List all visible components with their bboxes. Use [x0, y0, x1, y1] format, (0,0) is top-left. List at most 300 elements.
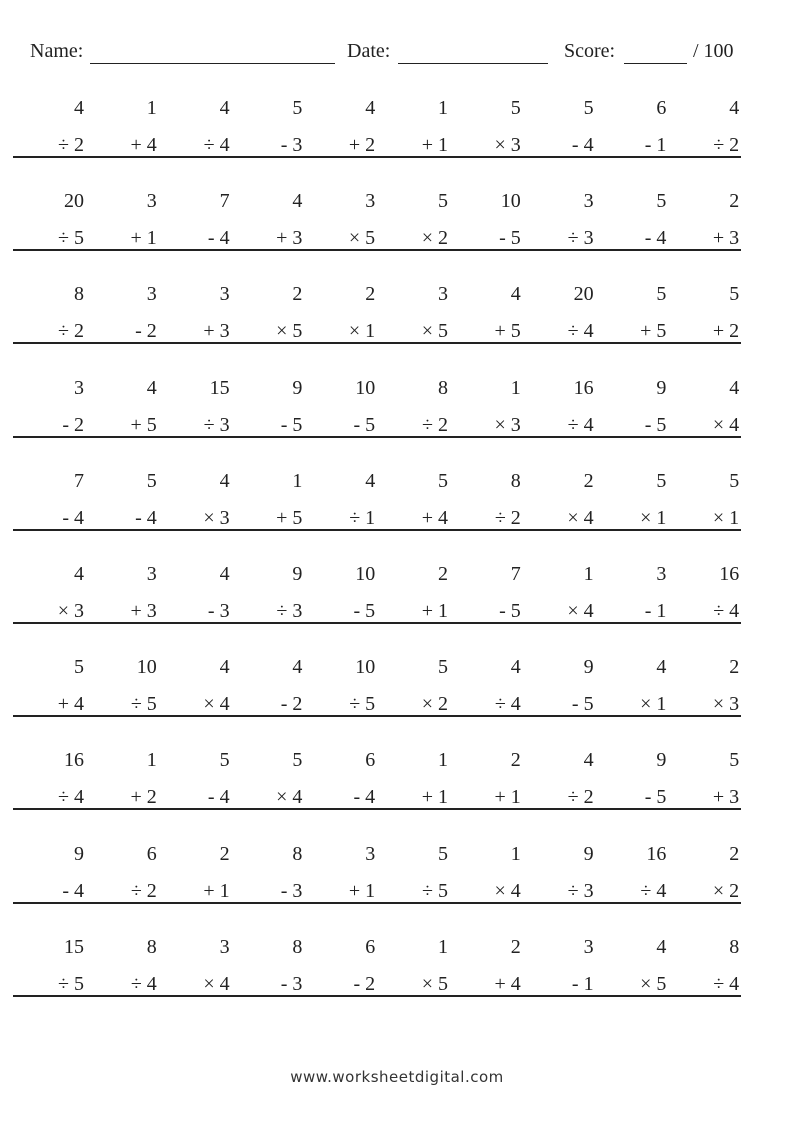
answer-line[interactable]	[231, 715, 304, 717]
problem	[668, 96, 741, 166]
problem-operation: - 4	[644, 227, 667, 250]
problem-top-number: 4	[583, 749, 594, 772]
problem-top-number: 15	[209, 376, 230, 399]
answer-line[interactable]	[231, 436, 304, 438]
footer-website: www.worksheetdigital.com	[290, 1068, 504, 1086]
problem-top-number: 4	[74, 97, 84, 119]
answer-line[interactable]	[13, 622, 86, 624]
problem	[86, 376, 159, 446]
answer-line[interactable]	[13, 902, 86, 904]
problem	[523, 376, 596, 446]
problem-operation: ÷ 2	[567, 786, 594, 809]
answer-line[interactable]	[86, 436, 159, 438]
problem-top-number: 9	[583, 656, 594, 679]
answer-line[interactable]	[523, 342, 596, 344]
problem-top-number: 4	[365, 469, 376, 492]
problem	[668, 562, 741, 632]
problem-operation: × 3	[494, 413, 521, 436]
problem-top-number: 4	[219, 469, 230, 492]
answer-line[interactable]	[595, 529, 668, 531]
problem	[304, 469, 377, 539]
answer-line[interactable]	[668, 436, 741, 438]
problem	[377, 562, 450, 632]
answer-line[interactable]	[668, 622, 741, 624]
answer-line[interactable]	[450, 995, 523, 997]
answer-line[interactable]	[159, 715, 232, 717]
problem	[159, 189, 232, 259]
problem	[13, 282, 86, 352]
problem-top-number: 4	[74, 563, 84, 585]
answer-line[interactable]	[668, 529, 741, 531]
problem-operation: - 5	[571, 693, 594, 716]
problem	[377, 935, 450, 1005]
problem-top-number: 1	[292, 469, 303, 492]
problem-operation: - 5	[280, 413, 303, 436]
problem-operation: - 5	[644, 413, 667, 436]
problem	[523, 748, 596, 818]
problem-top-number: 3	[146, 283, 157, 306]
problem-operation: ÷ 4	[58, 786, 84, 809]
problem	[523, 935, 596, 1005]
problem-operation: ÷ 2	[58, 134, 84, 156]
answer-line[interactable]	[231, 156, 304, 158]
problem-operation: - 5	[499, 600, 521, 622]
problem-top-number: 5	[146, 469, 157, 492]
answer-line[interactable]	[304, 715, 377, 717]
problem	[86, 562, 159, 632]
problem-operation: ÷ 2	[422, 413, 448, 436]
answer-line[interactable]	[668, 995, 741, 997]
answer-line[interactable]	[523, 902, 596, 904]
problem	[668, 376, 741, 446]
problem	[86, 282, 159, 352]
problem	[595, 282, 668, 352]
problem	[523, 655, 596, 725]
problem-top-number: 2	[219, 842, 230, 865]
problem-operation: - 4	[135, 506, 157, 529]
answer-line[interactable]	[377, 156, 450, 158]
answer-line[interactable]	[668, 808, 741, 810]
problem-operation: + 5	[640, 320, 667, 343]
problem-top-number: 10	[355, 563, 376, 585]
answer-line[interactable]	[304, 808, 377, 810]
problem	[86, 96, 159, 166]
answer-line[interactable]	[595, 249, 668, 251]
problem-operation: × 3	[203, 506, 230, 529]
answer-line[interactable]	[304, 436, 377, 438]
problem-operation: ÷ 4	[713, 600, 740, 622]
problem-operation: × 4	[203, 972, 230, 995]
answer-line[interactable]	[86, 808, 159, 810]
problem-operation: ÷ 4	[713, 972, 740, 995]
problem-operation: ÷ 1	[349, 506, 376, 529]
problem-top-number: 5	[656, 283, 667, 306]
problem-operation: ÷ 5	[58, 972, 84, 995]
problem-top-number: 4	[146, 376, 157, 399]
answer-line[interactable]	[450, 436, 523, 438]
problem-operation: + 1	[421, 600, 448, 622]
answer-line[interactable]	[523, 156, 596, 158]
answer-line[interactable]	[86, 529, 159, 531]
answer-line[interactable]	[13, 342, 86, 344]
problem	[668, 282, 741, 352]
problem-top-number: 8	[729, 935, 740, 958]
problem	[231, 469, 304, 539]
answer-line[interactable]	[450, 249, 523, 251]
problem-top-number: 4	[656, 935, 667, 958]
answer-line[interactable]	[13, 156, 86, 158]
problem-top-number: 5	[438, 842, 448, 865]
answer-line[interactable]	[595, 808, 668, 810]
problem	[595, 748, 668, 818]
problem	[231, 189, 304, 259]
problem	[13, 935, 86, 1005]
answer-line[interactable]	[377, 249, 450, 251]
problem-top-number: 5	[74, 656, 84, 679]
answer-line[interactable]	[159, 436, 232, 438]
problem	[13, 469, 86, 539]
answer-line[interactable]	[13, 715, 86, 717]
problem-operation: - 4	[207, 786, 230, 809]
problem	[304, 189, 377, 259]
problem	[595, 96, 668, 166]
answer-line[interactable]	[159, 156, 232, 158]
problem	[159, 748, 232, 818]
problem-operation: - 5	[353, 600, 376, 622]
answer-line[interactable]	[595, 902, 668, 904]
problem-operation: × 3	[494, 134, 521, 156]
problem	[86, 748, 159, 818]
problem-operation: + 5	[130, 413, 157, 436]
problem-top-number: 4	[219, 656, 230, 679]
answer-line[interactable]	[450, 529, 523, 531]
answer-line[interactable]	[13, 808, 86, 810]
problem	[668, 655, 741, 725]
answer-line[interactable]	[159, 902, 232, 904]
problem-top-number: 4	[219, 97, 230, 119]
problem-operation: ÷ 3	[567, 227, 594, 250]
answer-line[interactable]	[304, 902, 377, 904]
problem-top-number: 10	[500, 190, 521, 213]
problem	[450, 748, 523, 818]
name-label: Name:	[30, 40, 84, 62]
answer-line[interactable]	[231, 249, 304, 251]
problem-top-number: 6	[365, 935, 376, 958]
problem	[523, 469, 596, 539]
answer-line[interactable]	[523, 808, 596, 810]
problem-top-number: 3	[365, 190, 376, 213]
problem-operation: + 3	[130, 600, 157, 622]
problem	[304, 282, 377, 352]
problem-operation: + 3	[712, 786, 740, 809]
answer-line[interactable]	[523, 249, 596, 251]
score-total: / 100	[693, 40, 734, 62]
problem-operation: - 1	[571, 972, 594, 995]
problem-top-number: 8	[292, 842, 303, 865]
problem-top-number: 5	[510, 97, 521, 119]
answer-line[interactable]	[159, 622, 232, 624]
answer-line[interactable]	[231, 902, 304, 904]
answer-line[interactable]	[450, 622, 523, 624]
problem	[231, 376, 304, 446]
problem-operation: × 3	[57, 600, 84, 622]
problem-top-number: 9	[656, 376, 667, 399]
answer-line[interactable]	[377, 342, 450, 344]
problem-top-number: 2	[438, 563, 448, 585]
answer-line[interactable]	[668, 342, 741, 344]
problem-top-number: 3	[146, 190, 157, 213]
problem-top-number: 9	[656, 749, 667, 772]
problem	[86, 935, 159, 1005]
answer-line[interactable]	[86, 622, 159, 624]
problem	[86, 469, 159, 539]
problem-top-number: 16	[573, 376, 594, 399]
problem	[668, 842, 741, 912]
answer-line[interactable]	[595, 436, 668, 438]
problem-operation: × 2	[421, 227, 448, 250]
problem-operation: - 3	[280, 134, 303, 156]
problem	[523, 842, 596, 912]
answer-line[interactable]	[159, 529, 232, 531]
answer-line[interactable]	[523, 622, 596, 624]
answer-line[interactable]	[304, 995, 377, 997]
answer-line[interactable]	[450, 902, 523, 904]
problem-operation: × 3	[712, 693, 740, 716]
problem-top-number: 1	[510, 376, 521, 399]
answer-line[interactable]	[304, 249, 377, 251]
problem-top-number: 1	[146, 749, 157, 772]
problem-top-number: 5	[729, 469, 740, 492]
problem-operation: + 4	[494, 972, 521, 995]
answer-line[interactable]	[13, 436, 86, 438]
answer-line[interactable]	[304, 342, 377, 344]
problem	[377, 469, 450, 539]
problem-operation: ÷ 2	[58, 320, 84, 343]
problem-operation: ÷ 4	[640, 879, 667, 902]
problem-top-number: 2	[583, 469, 594, 492]
problem-top-number: 8	[146, 935, 157, 958]
problem-operation: - 4	[353, 786, 376, 809]
answer-line[interactable]	[159, 249, 232, 251]
problem-operation: × 5	[421, 320, 448, 343]
problem	[159, 469, 232, 539]
problem-operation: - 1	[644, 134, 667, 156]
answer-line[interactable]	[231, 342, 304, 344]
problem-operation: + 1	[203, 879, 230, 902]
problem-top-number: 5	[729, 749, 740, 772]
answer-line[interactable]	[377, 902, 450, 904]
problem-top-number: 5	[656, 469, 667, 492]
problem	[231, 562, 304, 632]
problem-top-number: 8	[438, 376, 448, 399]
problem	[231, 842, 304, 912]
problem-operation: + 3	[712, 227, 740, 250]
problem-top-number: 6	[656, 97, 667, 119]
answer-line[interactable]	[304, 529, 377, 531]
problem	[13, 376, 86, 446]
answer-line[interactable]	[86, 902, 159, 904]
answer-line[interactable]	[377, 995, 450, 997]
answer-line[interactable]	[668, 902, 741, 904]
answer-line[interactable]	[523, 715, 596, 717]
answer-line[interactable]	[595, 342, 668, 344]
problem-top-number: 5	[292, 749, 303, 772]
problem	[231, 282, 304, 352]
problem	[595, 935, 668, 1005]
problem-operation: + 1	[130, 227, 157, 250]
answer-line[interactable]	[450, 808, 523, 810]
answer-line[interactable]	[86, 249, 159, 251]
answer-line[interactable]	[595, 995, 668, 997]
problem	[377, 748, 450, 818]
problem	[450, 96, 523, 166]
answer-line[interactable]	[668, 156, 741, 158]
problem-operation: - 2	[62, 413, 84, 436]
problem-top-number: 10	[355, 376, 376, 399]
answer-line[interactable]	[231, 622, 304, 624]
answer-line[interactable]	[668, 249, 741, 251]
answer-line[interactable]	[377, 715, 450, 717]
problem	[377, 842, 450, 912]
problem-operation: ÷ 3	[203, 413, 230, 436]
answer-line[interactable]	[159, 808, 232, 810]
problem	[13, 562, 86, 632]
problem-operation: ÷ 3	[276, 600, 303, 622]
problem-operation: × 2	[712, 879, 740, 902]
problem	[13, 96, 86, 166]
problem-top-number: 1	[438, 935, 448, 958]
answer-line[interactable]	[595, 715, 668, 717]
answer-line[interactable]	[86, 995, 159, 997]
problem-top-number: 3	[219, 935, 230, 958]
answer-line[interactable]	[523, 436, 596, 438]
answer-line[interactable]	[86, 156, 159, 158]
problem-top-number: 3	[583, 190, 594, 213]
problem	[304, 748, 377, 818]
problem-top-number: 3	[438, 283, 448, 306]
problem-operation: + 4	[57, 693, 84, 716]
answer-line[interactable]	[523, 529, 596, 531]
answer-line[interactable]	[159, 342, 232, 344]
answer-line[interactable]	[450, 342, 523, 344]
problem	[13, 189, 86, 259]
problem	[159, 842, 232, 912]
answer-line[interactable]	[86, 715, 159, 717]
problem-operation: × 1	[640, 693, 667, 716]
answer-line[interactable]	[377, 622, 450, 624]
problem	[668, 189, 741, 259]
problem-operation: - 3	[280, 879, 303, 902]
problem-operation: × 5	[421, 972, 448, 995]
problem	[159, 935, 232, 1005]
problem-operation: × 5	[640, 972, 667, 995]
problem-operation: × 4	[712, 413, 740, 436]
problem-top-number: 8	[292, 935, 303, 958]
problem-top-number: 9	[74, 842, 84, 865]
problem	[159, 376, 232, 446]
problem-top-number: 16	[64, 749, 84, 772]
problem-top-number: 5	[656, 190, 667, 213]
problem-operation: - 1	[644, 600, 667, 622]
problem	[86, 189, 159, 259]
problem-operation: - 4	[62, 506, 84, 529]
answer-line[interactable]	[13, 529, 86, 531]
problem-operation: + 1	[348, 879, 376, 902]
answer-line[interactable]	[668, 715, 741, 717]
answer-line[interactable]	[523, 995, 596, 997]
answer-line[interactable]	[304, 622, 377, 624]
answer-line[interactable]	[231, 808, 304, 810]
problem-operation: + 2	[130, 786, 157, 809]
answer-line[interactable]	[450, 156, 523, 158]
problem	[304, 655, 377, 725]
problem-operation: ÷ 5	[422, 879, 448, 902]
problem-operation: ÷ 5	[58, 227, 84, 250]
problem	[159, 562, 232, 632]
problem-operation: + 5	[276, 506, 303, 529]
answer-line[interactable]	[159, 995, 232, 997]
answer-line[interactable]	[13, 249, 86, 251]
answer-line[interactable]	[231, 995, 304, 997]
answer-line[interactable]	[304, 156, 377, 158]
problem	[595, 562, 668, 632]
problem-operation: ÷ 4	[567, 413, 594, 436]
problem	[450, 842, 523, 912]
problem-top-number: 4	[365, 97, 376, 119]
problem	[450, 189, 523, 259]
problem	[450, 282, 523, 352]
problem	[668, 935, 741, 1005]
answer-line[interactable]	[595, 622, 668, 624]
problem-operation: - 4	[62, 879, 84, 902]
answer-line[interactable]	[377, 436, 450, 438]
answer-line[interactable]	[450, 715, 523, 717]
answer-line[interactable]	[595, 156, 668, 158]
problem	[523, 282, 596, 352]
problem	[231, 935, 304, 1005]
problem-operation: + 2	[712, 320, 740, 343]
problem	[595, 655, 668, 725]
problem-top-number: 4	[219, 563, 230, 585]
problem-operation: × 5	[348, 227, 376, 250]
problem	[86, 842, 159, 912]
problem-top-number: 2	[510, 935, 521, 958]
problem-operation: + 1	[494, 786, 521, 809]
problem-top-number: 8	[510, 469, 521, 492]
problem-top-number: 1	[438, 749, 448, 772]
answer-line[interactable]	[377, 529, 450, 531]
problem	[13, 655, 86, 725]
problem-top-number: 3	[365, 842, 376, 865]
problem-operation: ÷ 4	[130, 972, 157, 995]
problem-operation: - 2	[135, 320, 157, 343]
problem-top-number: 3	[583, 935, 594, 958]
problem	[231, 655, 304, 725]
answer-line[interactable]	[231, 529, 304, 531]
answer-line[interactable]	[13, 995, 86, 997]
problem-top-number: 2	[729, 842, 740, 865]
answer-line[interactable]	[86, 342, 159, 344]
problem-operation: × 4	[567, 600, 594, 622]
answer-line[interactable]	[377, 808, 450, 810]
problem-operation: ÷ 2	[130, 879, 157, 902]
problem-operation: × 4	[276, 786, 303, 809]
problem-top-number: 9	[292, 376, 303, 399]
problem-operation: ÷ 2	[494, 506, 521, 529]
problem-top-number: 7	[74, 469, 84, 492]
problem	[377, 655, 450, 725]
problem-top-number: 16	[646, 842, 667, 865]
